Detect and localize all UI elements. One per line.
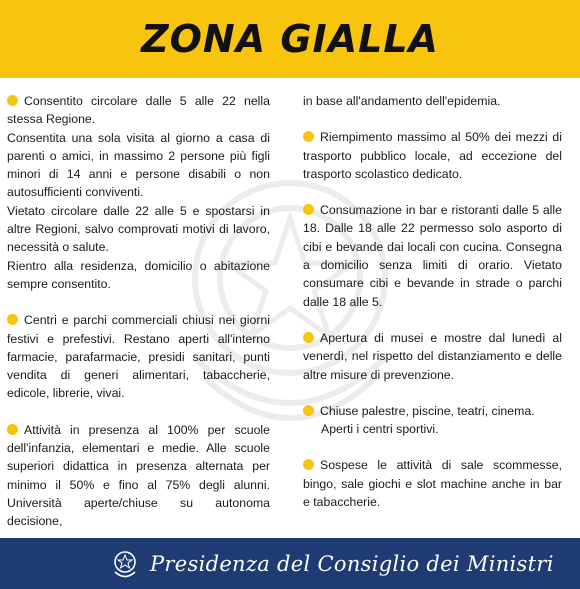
page-title: ZONA GIALLA bbox=[141, 17, 439, 61]
list-item-schools bbox=[7, 421, 270, 531]
paragraph-text: Centri e parchi commerciali chiusi nei giorni festivi e prefestivi. Restano aperti all'interno farmacie, parafarmacie, presidi sanitari, punti vendita di generi alimentari, tabaccherie, edicole, librerie, vivai. bbox=[7, 313, 270, 401]
footer-bar bbox=[0, 538, 580, 589]
list-item-schools-continued bbox=[303, 92, 562, 110]
bullet-dot-icon bbox=[303, 405, 314, 416]
paragraph-text: Rientro alla residenza, domicilio o abitazione sempre consentito. bbox=[7, 258, 270, 291]
paragraph-text: Aperti i centri sportivi. bbox=[321, 422, 439, 437]
paragraph-text: Attività in presenza al 100% per scuole dell'infanzia, elementari e medie. Alle scuole superiori didattica in presenza alternata per minimo il 50% e fino al 75% degli alunni. Università aperte/chiuse su autonoma decisione, bbox=[7, 422, 270, 529]
paragraph-text: Sospese le attività di sale scommesse, bingo, sale giochi e slot machine anche in bar e tabaccherie. bbox=[303, 458, 562, 510]
paragraph-text: Vietato circolare dalle 22 alle 5 e spostarsi in altre Regioni, salvo comprovati motivi di lavoro, necessità o salute. bbox=[7, 203, 270, 255]
list-item-shopping-centers bbox=[7, 311, 270, 402]
list-item-movement bbox=[7, 92, 270, 293]
right-column bbox=[303, 92, 562, 529]
left-column bbox=[7, 92, 270, 549]
list-item-gyms bbox=[303, 402, 562, 439]
bullet-dot-icon bbox=[303, 131, 314, 142]
paragraph-text: Apertura di musei e mostre dal lunedì al venerdì, nel rispetto del distanziamento e delle altre misure di prevenzione. bbox=[303, 330, 562, 382]
bullet-dot-icon bbox=[303, 459, 314, 470]
paragraph-text: Consumazione in bar e ristoranti dalle 5 alle 18. Dalle 18 alle 22 permesso solo asporto di cibi e bevande dai locali con cucina. Consegna a domicilio senza limiti di orario. Vietato consumare cibi e bevande in strade o parchi dalle 18 alle 5. bbox=[303, 203, 562, 309]
list-item-betting-halls bbox=[303, 456, 562, 511]
list-item-museums bbox=[303, 329, 562, 384]
paragraph-text: Consentita una sola visita al giorno a casa di parenti o amici, in massimo 2 persone più figli minori di 14 anni e persone disabili o non autosufficienti conviventi. bbox=[7, 130, 270, 200]
paragraph-text: in base all'andamento dell'epidemia. bbox=[303, 94, 501, 108]
content-area bbox=[0, 78, 580, 538]
bullet-dot-icon bbox=[7, 424, 18, 435]
paragraph-text: Consentito circolare dalle 5 alle 22 nella stessa Regione. bbox=[7, 94, 270, 127]
italian-republic-emblem-icon bbox=[110, 548, 140, 580]
footer-title: Presidenza del Consiglio dei Ministri bbox=[150, 551, 554, 576]
bullet-dot-icon bbox=[7, 314, 18, 325]
bullet-dot-icon bbox=[303, 204, 314, 215]
bullet-dot-icon bbox=[7, 95, 18, 106]
paragraph-text: Riempimento massimo al 50% dei mezzi di trasporto pubblico locale, ad eccezione del trasporto scolastico dedicato. bbox=[303, 130, 562, 181]
list-item-public-transport bbox=[303, 128, 562, 183]
list-item-bars-restaurants bbox=[303, 201, 562, 311]
paragraph-text: Chiuse palestre, piscine, teatri, cinema. bbox=[320, 403, 535, 418]
header-banner bbox=[0, 0, 580, 78]
bullet-dot-icon bbox=[303, 332, 314, 343]
